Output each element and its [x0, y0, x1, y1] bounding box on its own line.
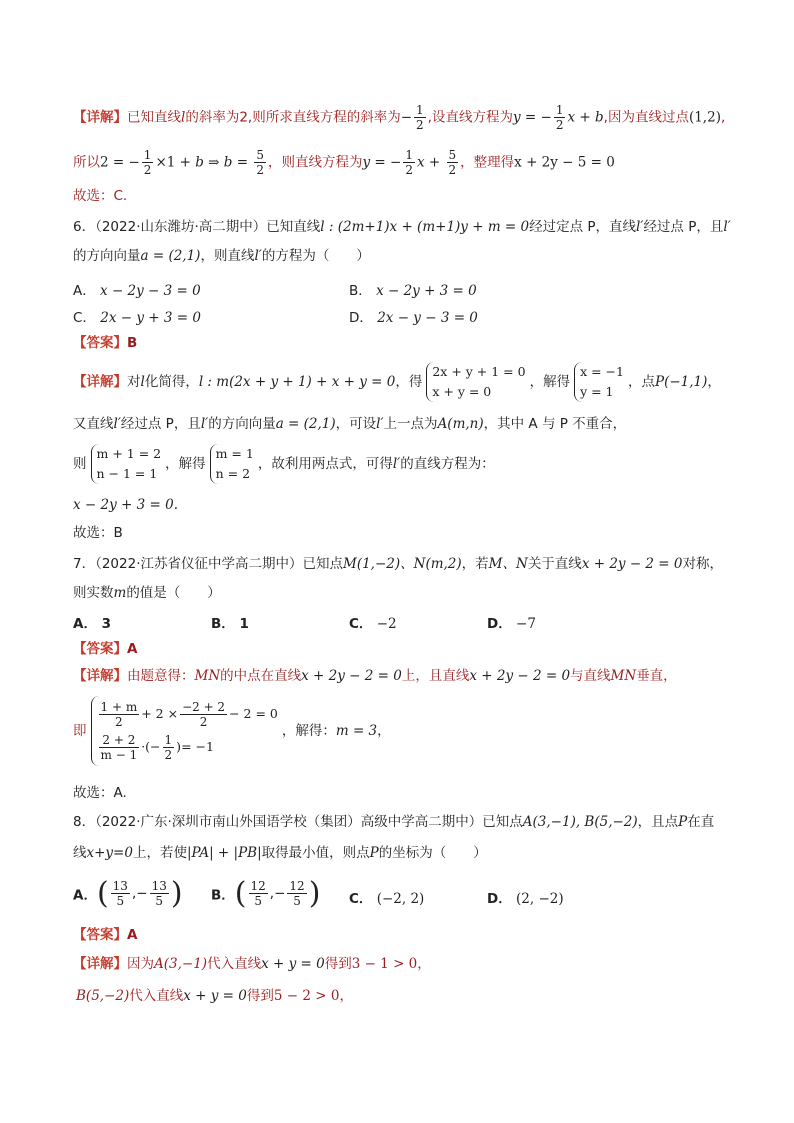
- q6-option-d[interactable]: D． 2x − y − 3 = 0: [349, 310, 478, 326]
- q6-option-a[interactable]: A． x − 2y − 3 = 0: [73, 283, 201, 299]
- equation-system: m = 1 n = 2: [210, 444, 254, 484]
- vector-a: a = (2,1): [140, 248, 201, 264]
- q7-option-b[interactable]: B． 1: [211, 616, 249, 632]
- q7-detail-line1: 【详解】由题意得：MN的中点在直线x + 2y − 2 = 0上，且直线x + 2y − 2 = 0与直线MN垂直，: [73, 668, 677, 684]
- q7-stem-line2: 则实数m的值是（ ）: [73, 585, 221, 601]
- q5-choice: 故选：C.: [73, 188, 128, 204]
- q6-detail-line3: 则m + 1 = 2 n − 1 = 1，解得m = 1 n = 2，故利用两点式，可得l′的直线方程为：: [73, 444, 495, 484]
- equation-system: m + 1 = 2 n − 1 = 1: [91, 444, 162, 484]
- q6-choice: 故选：B: [73, 525, 123, 541]
- q6-option-b[interactable]: B． x − 2y + 3 = 0: [349, 283, 477, 299]
- q7-option-c[interactable]: C． −2: [349, 616, 397, 632]
- q8-option-b[interactable]: B．( $\frac{12}{5}$ ,− $\frac{12}{5}$ ): [211, 876, 321, 911]
- q7-answer: 【答案】A: [73, 641, 138, 657]
- q8-option-c[interactable]: C． (−2, 2): [349, 891, 425, 907]
- q6-detail-line1: 【详解】对l化简得，l : m(2x + y + 1) + x + y = 0，得2x + y + 1 = 0 x + y = 0，解得x = −1 y = 1，点P(−1,1)，: [73, 362, 721, 402]
- q6-stem-line1: 6．（2022·山东潍坊·高二期中）已知直线l : (2m+1)x + (m+1)y + m = 0经过定点 P，直线l′经过点 P，且l′: [73, 219, 731, 235]
- q8-detail-line1: 【详解】因为A(3,−1)代入直线x + y = 0得到3 − 1 > 0，: [73, 956, 431, 972]
- q5-detail-line1: 【详解】已知直线l的斜率为2,则所求直线方程的斜率为− $\frac{1}{2}$ ,设直线方程为y = − $\frac{1}{2}$ x + b,因为直线过点(1,2),: [73, 103, 726, 132]
- q8-stem-line2: 线x+y=0上，若使|PA| + |PB|取得最小值，则点P的坐标为（ ）: [73, 845, 487, 861]
- detail-label: 【详解】: [73, 109, 127, 126]
- equation-system: $\frac{1 + m}{2}$ + 2 × $\frac{-2 + 2}{2}$ − 2 = 0 $\frac{2 + 2}{m - 1}$ ·(− $\frac{1}{2}$ )= −1: [91, 696, 278, 766]
- q8-option-d[interactable]: D． (2, −2): [487, 891, 564, 907]
- q8-answer: 【答案】A: [73, 927, 138, 943]
- q7-detail-line2: 即 $\frac{1 + m}{2}$ + 2 × $\frac{-2 + 2}{2}$ − 2 = 0 $\frac{2 + 2}{m - 1}$ ·(− $\frac{1}{2}$ )= −1，解得：m = 3，: [73, 696, 391, 766]
- q5-detail-line2: 所以2 = − $\frac{1}{2}$ ×1 + b ⇒ b = $\frac{5}{2}$ ，则直线方程为y = − $\frac{1}{2}$ x + $\frac{5}{2}$ ，整理得x + 2y − 5 = 0: [73, 148, 615, 177]
- q6-detail-line2: 又直线l′经过点 P，且l′的方向向量a = (2,1)，可设l′上一点为A(m,n)，其中 A 与 P 不重合，: [73, 416, 627, 432]
- q6-option-c[interactable]: C． 2x − y + 3 = 0: [73, 310, 201, 326]
- q8-stem-line1: 8．（2022·广东·深圳市南山外国语学校（集团）高级中学高二期中）已知点A(3,−1), B(5,−2)，且点P在直: [73, 814, 715, 830]
- q7-choice: 故选：A.: [73, 785, 127, 801]
- q6-answer: 【答案】B: [73, 335, 138, 351]
- fraction: $\frac{1}{2}$: [416, 103, 424, 132]
- q7-option-a[interactable]: A． 3: [73, 616, 112, 632]
- equation-system: x = −1 y = 1: [574, 362, 624, 402]
- equation-system: 2x + y + 1 = 0 x + y = 0: [426, 362, 525, 402]
- q8-option-a[interactable]: A．( $\frac{13}{5}$ ,− $\frac{13}{5}$ ): [73, 876, 183, 911]
- q7-stem-line1: 7．（2022·江苏省仪征中学高二期中）已知点M(1,−2)、N(m,2)，若M、N关于直线x + 2y − 2 = 0对称，: [73, 556, 724, 572]
- q8-detail-line2: B(5,−2)代入直线x + y = 0得到5 − 2 > 0，: [76, 988, 353, 1004]
- q7-option-d[interactable]: D． −7: [487, 616, 536, 632]
- q6-stem-line2: 的方向向量a = (2,1)，则直线l′的方程为（ ）: [73, 248, 370, 264]
- q6-detail-line4: x − 2y + 3 = 0.: [73, 497, 178, 513]
